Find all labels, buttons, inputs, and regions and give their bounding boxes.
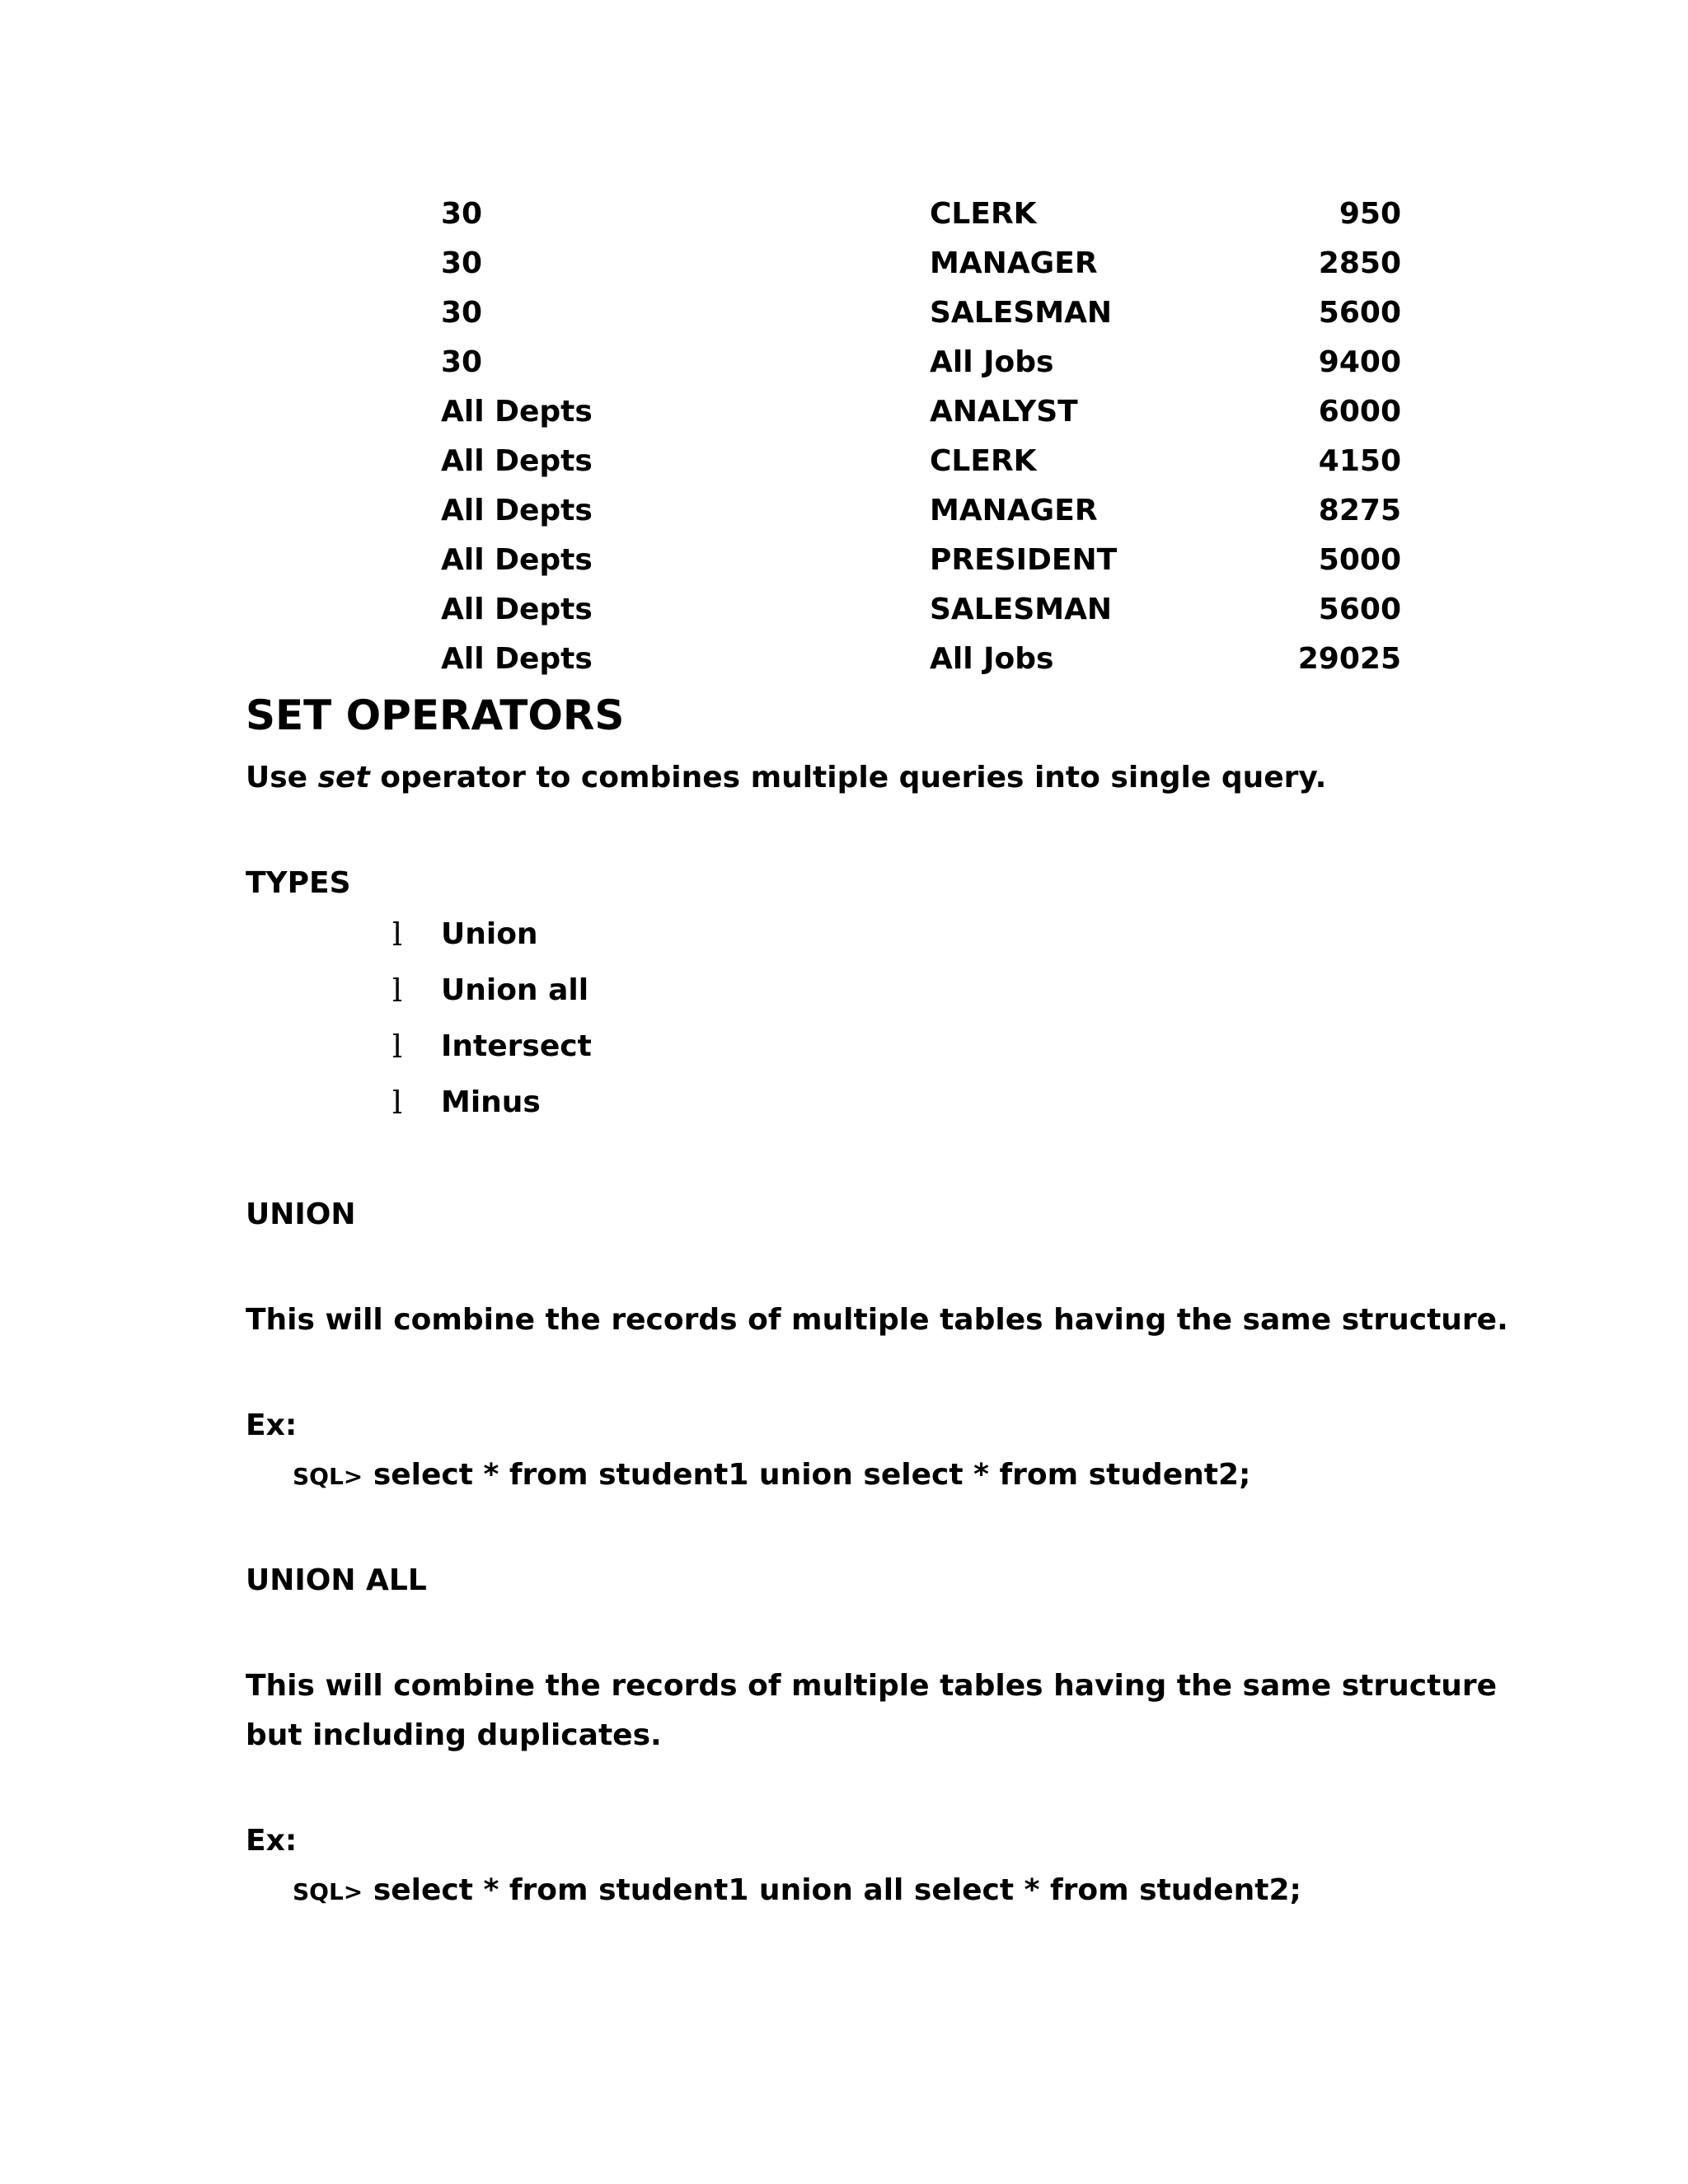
type-item: Minus	[441, 1085, 541, 1119]
salary-cell: 8275	[1318, 494, 1401, 527]
job-cell: PRESIDENT	[930, 543, 1118, 577]
dept-cell: All Depts	[441, 494, 593, 527]
dept-cell: All Depts	[441, 543, 593, 577]
job-cell: All Jobs	[930, 345, 1054, 379]
job-cell: MANAGER	[930, 494, 1098, 527]
salary-cell: 29025	[1297, 642, 1401, 676]
types-heading: TYPES	[246, 866, 351, 900]
salary-cell: 4150	[1318, 444, 1401, 478]
union-all-description-line2: but including duplicates.	[246, 1718, 662, 1752]
section-title: SET OPERATORS	[246, 691, 625, 739]
sql-prompt: SQL>	[293, 1463, 363, 1490]
dept-cell: All Depts	[441, 593, 593, 626]
dept-cell: All Depts	[441, 444, 593, 478]
union-all-heading: UNION ALL	[246, 1563, 427, 1597]
type-item: Intersect	[441, 1029, 592, 1063]
job-cell: SALESMAN	[930, 296, 1113, 330]
dept-cell: All Depts	[441, 642, 593, 676]
salary-cell: 6000	[1318, 395, 1401, 429]
dept-cell: 30	[441, 345, 483, 379]
job-cell: MANAGER	[930, 246, 1098, 280]
dept-cell: All Depts	[441, 395, 593, 429]
salary-cell: 5000	[1318, 543, 1401, 577]
dept-cell: 30	[441, 197, 483, 231]
union-all-description-line1: This will combine the records of multiple tables having the same structure	[246, 1669, 1498, 1703]
job-cell: All Jobs	[930, 642, 1054, 676]
bullet-icon: l	[392, 1029, 403, 1065]
intro-emphasis: set	[317, 761, 370, 794]
bullet-icon: l	[392, 972, 403, 1009]
union-description: This will combine the records of multiple tables having the same structure.	[246, 1303, 1508, 1337]
union-all-sql-line	[293, 1872, 1301, 1910]
job-cell: SALESMAN	[930, 593, 1113, 626]
salary-cell: 5600	[1318, 593, 1401, 626]
union-example-label: Ex:	[246, 1408, 298, 1442]
union-all-example-label: Ex:	[246, 1824, 298, 1858]
job-cell: CLERK	[930, 444, 1037, 478]
type-item: Union all	[441, 973, 589, 1007]
type-item: Union	[441, 917, 538, 951]
bullet-icon: l	[392, 916, 403, 953]
intro-text-start: Use	[246, 761, 318, 794]
union-sql-query: select * from student1 union select * from student2;	[373, 1458, 1251, 1492]
dept-cell: 30	[441, 296, 483, 330]
union-heading: UNION	[246, 1197, 356, 1231]
union-all-sql-query: select * from student1 union all select * from student2;	[373, 1873, 1301, 1907]
salary-cell: 9400	[1318, 345, 1401, 379]
job-cell: ANALYST	[930, 395, 1078, 429]
intro-paragraph	[246, 760, 1326, 796]
dept-cell: 30	[441, 246, 483, 280]
bullet-icon: l	[392, 1085, 403, 1121]
intro-text-end: operator to combines multiple queries into single query.	[369, 761, 1327, 794]
salary-cell: 950	[1339, 197, 1401, 231]
job-cell: CLERK	[930, 197, 1037, 231]
salary-cell: 5600	[1318, 296, 1401, 330]
union-sql-line	[293, 1457, 1250, 1495]
salary-cell: 2850	[1318, 246, 1401, 280]
sql-prompt: SQL>	[293, 1878, 363, 1905]
